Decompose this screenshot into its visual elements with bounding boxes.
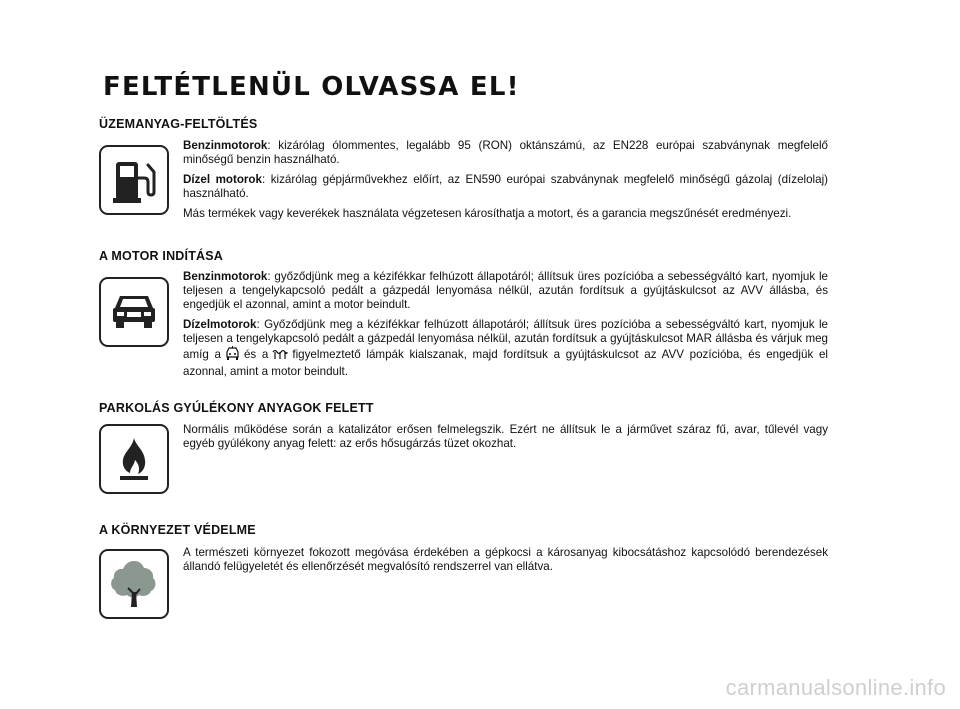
car-front-icon xyxy=(110,292,158,332)
parking-paragraph: Normális működése során a katalizátor erősen felmelegszik. Ezért ne állítsuk le a járművet száraz fű, avar, tűlevél vagy egyéb gyúlékony anyag felett: az erős hősugárzás tüzet okozhat. xyxy=(183,423,828,450)
page-title: FELTÉTLENÜL OLVASSA EL! xyxy=(103,72,520,102)
flame-icon-box xyxy=(99,424,169,494)
engine-paragraph-diesel xyxy=(183,318,828,379)
fuel-pump-icon xyxy=(112,156,156,204)
section-heading-fuel: ÜZEMANYAG-FELTÖLTÉS xyxy=(99,117,258,131)
glow-plug-icon xyxy=(271,349,289,365)
fuel-icon-box xyxy=(99,145,169,215)
engine-start-text xyxy=(183,270,828,385)
fuel-paragraph-petrol xyxy=(183,139,828,167)
watermark: carmanualsonline.info xyxy=(725,675,946,700)
engine-diesel-text-b: és a xyxy=(243,348,269,361)
section-heading-engine-start: A MOTOR INDÍTÁSA xyxy=(99,249,224,263)
fuel-diesel-text: : kizárólag gépjárművekhez előírt, az EN590 európai szabványnak megfelelő minőségű gázolaj (dízelolaj) használható. xyxy=(183,173,829,200)
section-heading-parking: PARKOLÁS GYÚLÉKONY ANYAGOK FELETT xyxy=(99,401,374,415)
flame-icon xyxy=(114,436,154,482)
immobilizer-car-icon xyxy=(224,346,241,365)
fuel-text xyxy=(183,139,828,227)
parking-text xyxy=(183,423,828,457)
car-icon-box xyxy=(99,277,169,347)
fuel-diesel-label: Dízel motorok xyxy=(183,173,262,186)
section-heading-environment: A KÖRNYEZET VÉDELME xyxy=(99,523,256,537)
fuel-paragraph-warning: Más termékek vagy keverékek használata végzetesen károsíthatja a motort, és a garancia megszűnését eredményezi. xyxy=(183,207,792,220)
engine-diesel-text-a: : Győződjünk meg a kézifékkar felhúzott állapotáról; állítsuk üres pozícióba a sebességváltó kart, nyomjuk le teljesen a tengelykapcsoló pedált a gázpedál lenyomása nélkül, azután fordítsuk a gyújtáskulcsot MAR állásba és várjuk meg amíg a xyxy=(183,318,828,361)
tree-icon xyxy=(109,558,159,610)
tree-icon-box xyxy=(99,549,169,619)
fuel-paragraph-diesel xyxy=(183,173,828,201)
fuel-petrol-text: : kizárólag ólommentes, legalább 95 (RON) oktánszámú, az EN228 európai szabványnak megfelelő minőségű benzin használható. xyxy=(183,139,828,166)
engine-paragraph-petrol xyxy=(183,270,828,312)
engine-petrol-text: : győződjünk meg a kézifékkar felhúzott állapotáról; állítsuk üres pozícióba a sebességváltó kart, nyomjuk le teljesen a tengelykapcsoló pedált a gázpedál lenyomása nélkül, azután fordítsuk a gyújtáskulcsot az AVV állásba, és engedjük el azonnal, amint a motor beindult. xyxy=(183,270,828,311)
engine-petrol-label: Benzinmotorok xyxy=(183,270,268,283)
engine-diesel-label: Dízelmotorok xyxy=(183,318,257,331)
fuel-petrol-label: Benzinmotorok xyxy=(183,139,268,152)
environment-paragraph: A természeti környezet fokozott megóvása érdekében a gépkocsi a károsanyag kibocsátáshoz kapcsolódó berendezések állandó felügyeletét és ellenőrzését megvalósító rendszerrel van ellátva. xyxy=(183,546,828,573)
environment-text xyxy=(183,546,828,580)
engine-diesel-text-c: figyelmeztető lámpák kialszanak, majd fordítsuk a gyújtáskulcsot az AVV pozícióba, és engedjük el azonnal, amint a motor beindult. xyxy=(183,348,828,378)
